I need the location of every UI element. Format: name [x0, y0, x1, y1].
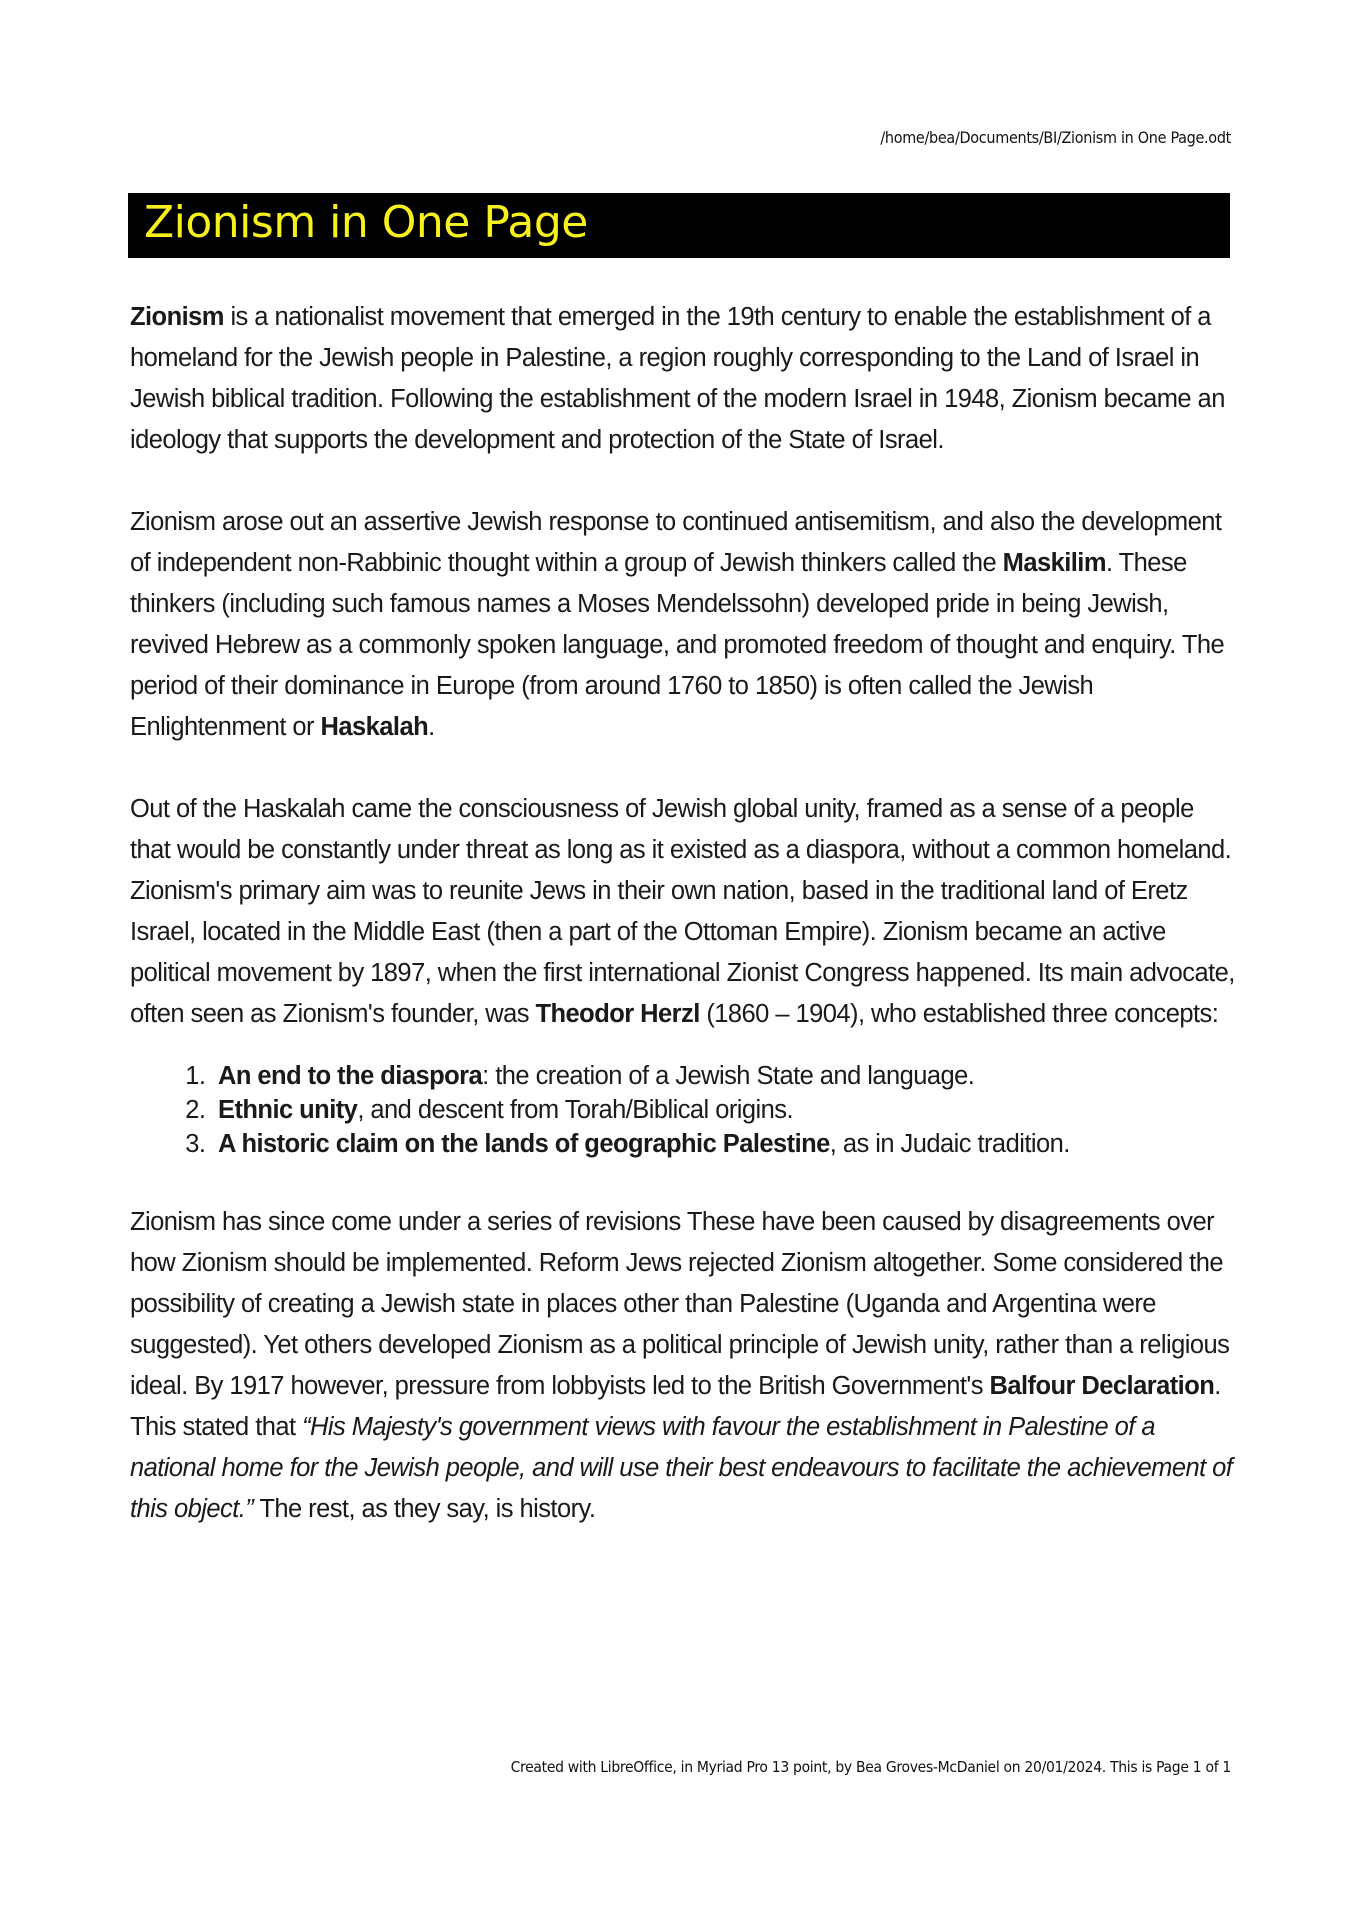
bold-term: A historic claim on the lands of geographic Palestine — [218, 1130, 830, 1158]
document-body — [130, 297, 1240, 1571]
page-footer: Created with LibreOffice, in Myriad Pro 13 point, by Bea Groves-McDaniel on 20/01/2024. This is Page 1 of 1 — [510, 1758, 1231, 1776]
paragraph-revisions — [130, 1202, 1240, 1530]
list-item-text: : the creation of a Jewish State and language. — [482, 1062, 975, 1090]
list-item — [212, 1127, 1240, 1161]
bold-term: Balfour Declaration — [989, 1372, 1215, 1400]
bold-term: An end to the diaspora — [218, 1062, 483, 1090]
page-title: Zionism in One Page — [144, 197, 588, 248]
balfour-quote: “His Majesty's government views with favour the establishment in Palestine of a national home for the Jewish people, and will use their best endeavours to facilitate the achievement of this object.” — [130, 1413, 1233, 1523]
paragraph-origins — [130, 502, 1240, 748]
list-item — [212, 1093, 1240, 1127]
paragraph-text: (1860 – 1904), who established three concepts: — [699, 1000, 1219, 1028]
paragraph-text: Zionism has since come under a series of revisions These have been caused by disagreements over how Zionism should be implemented. Reform Jews rejected Zionism altogether. Some considered the possibility of creating a Jewish state in places other than Palestine (Uganda and Argentina were suggested). Yet others developed Zionism as a political principle of Jewish unity, rather than a religious ideal. By 1917 however, pressure from lobbyists led to the British Government's — [130, 1208, 1230, 1400]
bold-term: Theodor Herzl — [535, 1000, 700, 1028]
paragraph-text: Out of the Haskalah came the consciousness of Jewish global unity, framed as a sense of a people that would be constantly under threat as long as it existed as a diaspora, without a common homeland. Zionism's primary aim was to reunite Jews in their own nation, based in the traditional land of Eretz Israel, located in the Middle East (then a part of the Ottoman Empire). Zionism became an active political movement by 1897, when the first international Zionist Congress happened. Its main advocate, often seen as Zionism's founder, was — [130, 795, 1235, 1028]
list-item — [212, 1059, 1240, 1093]
paragraph-text: The rest, as they say, is history. — [253, 1495, 596, 1523]
paragraph-text: . These thinkers (including such famous names a Moses Mendelssohn) developed pride in being Jewish, revived Hebrew as a commonly spoken language, and promoted freedom of thought and enquiry. The period of their dominance in Europe (from around 1760 to 1850) is often called the Jewish Enlightenment or — [130, 549, 1225, 741]
bold-term: Zionism — [130, 303, 224, 331]
paragraph-text: is a nationalist movement that emerged in the 19th century to enable the establishment of a homeland for the Jewish people in Palestine, a region roughly corresponding to the Land of Israel in Jewish biblical tradition. Following the establishment of the modern Israel in 1948, Zionism became an ideology that supports the development and protection of the State of Israel. — [130, 303, 1225, 454]
paragraph-text: Zionism arose out an assertive Jewish response to continued antisemitism, and also the development of independent non-Rabbinic thought within a group of Jewish thinkers called the — [130, 508, 1222, 577]
file-path-header: /home/bea/Documents/BI/Zionism in One Page.odt — [880, 128, 1231, 147]
concepts-list — [130, 1059, 1240, 1161]
paragraph-text: . This stated that — [130, 1372, 1221, 1441]
bold-term: Haskalah — [320, 713, 429, 741]
title-bar — [128, 193, 1230, 258]
bold-term: Ethnic unity — [218, 1096, 358, 1124]
paragraph-herzl — [130, 789, 1240, 1035]
list-item-text: , and descent from Torah/Biblical origins. — [357, 1096, 793, 1124]
bold-term: Maskilim — [1002, 549, 1106, 577]
list-item-text: , as in Judaic tradition. — [829, 1130, 1070, 1158]
paragraph-intro — [130, 297, 1240, 461]
paragraph-text: . — [428, 713, 435, 741]
